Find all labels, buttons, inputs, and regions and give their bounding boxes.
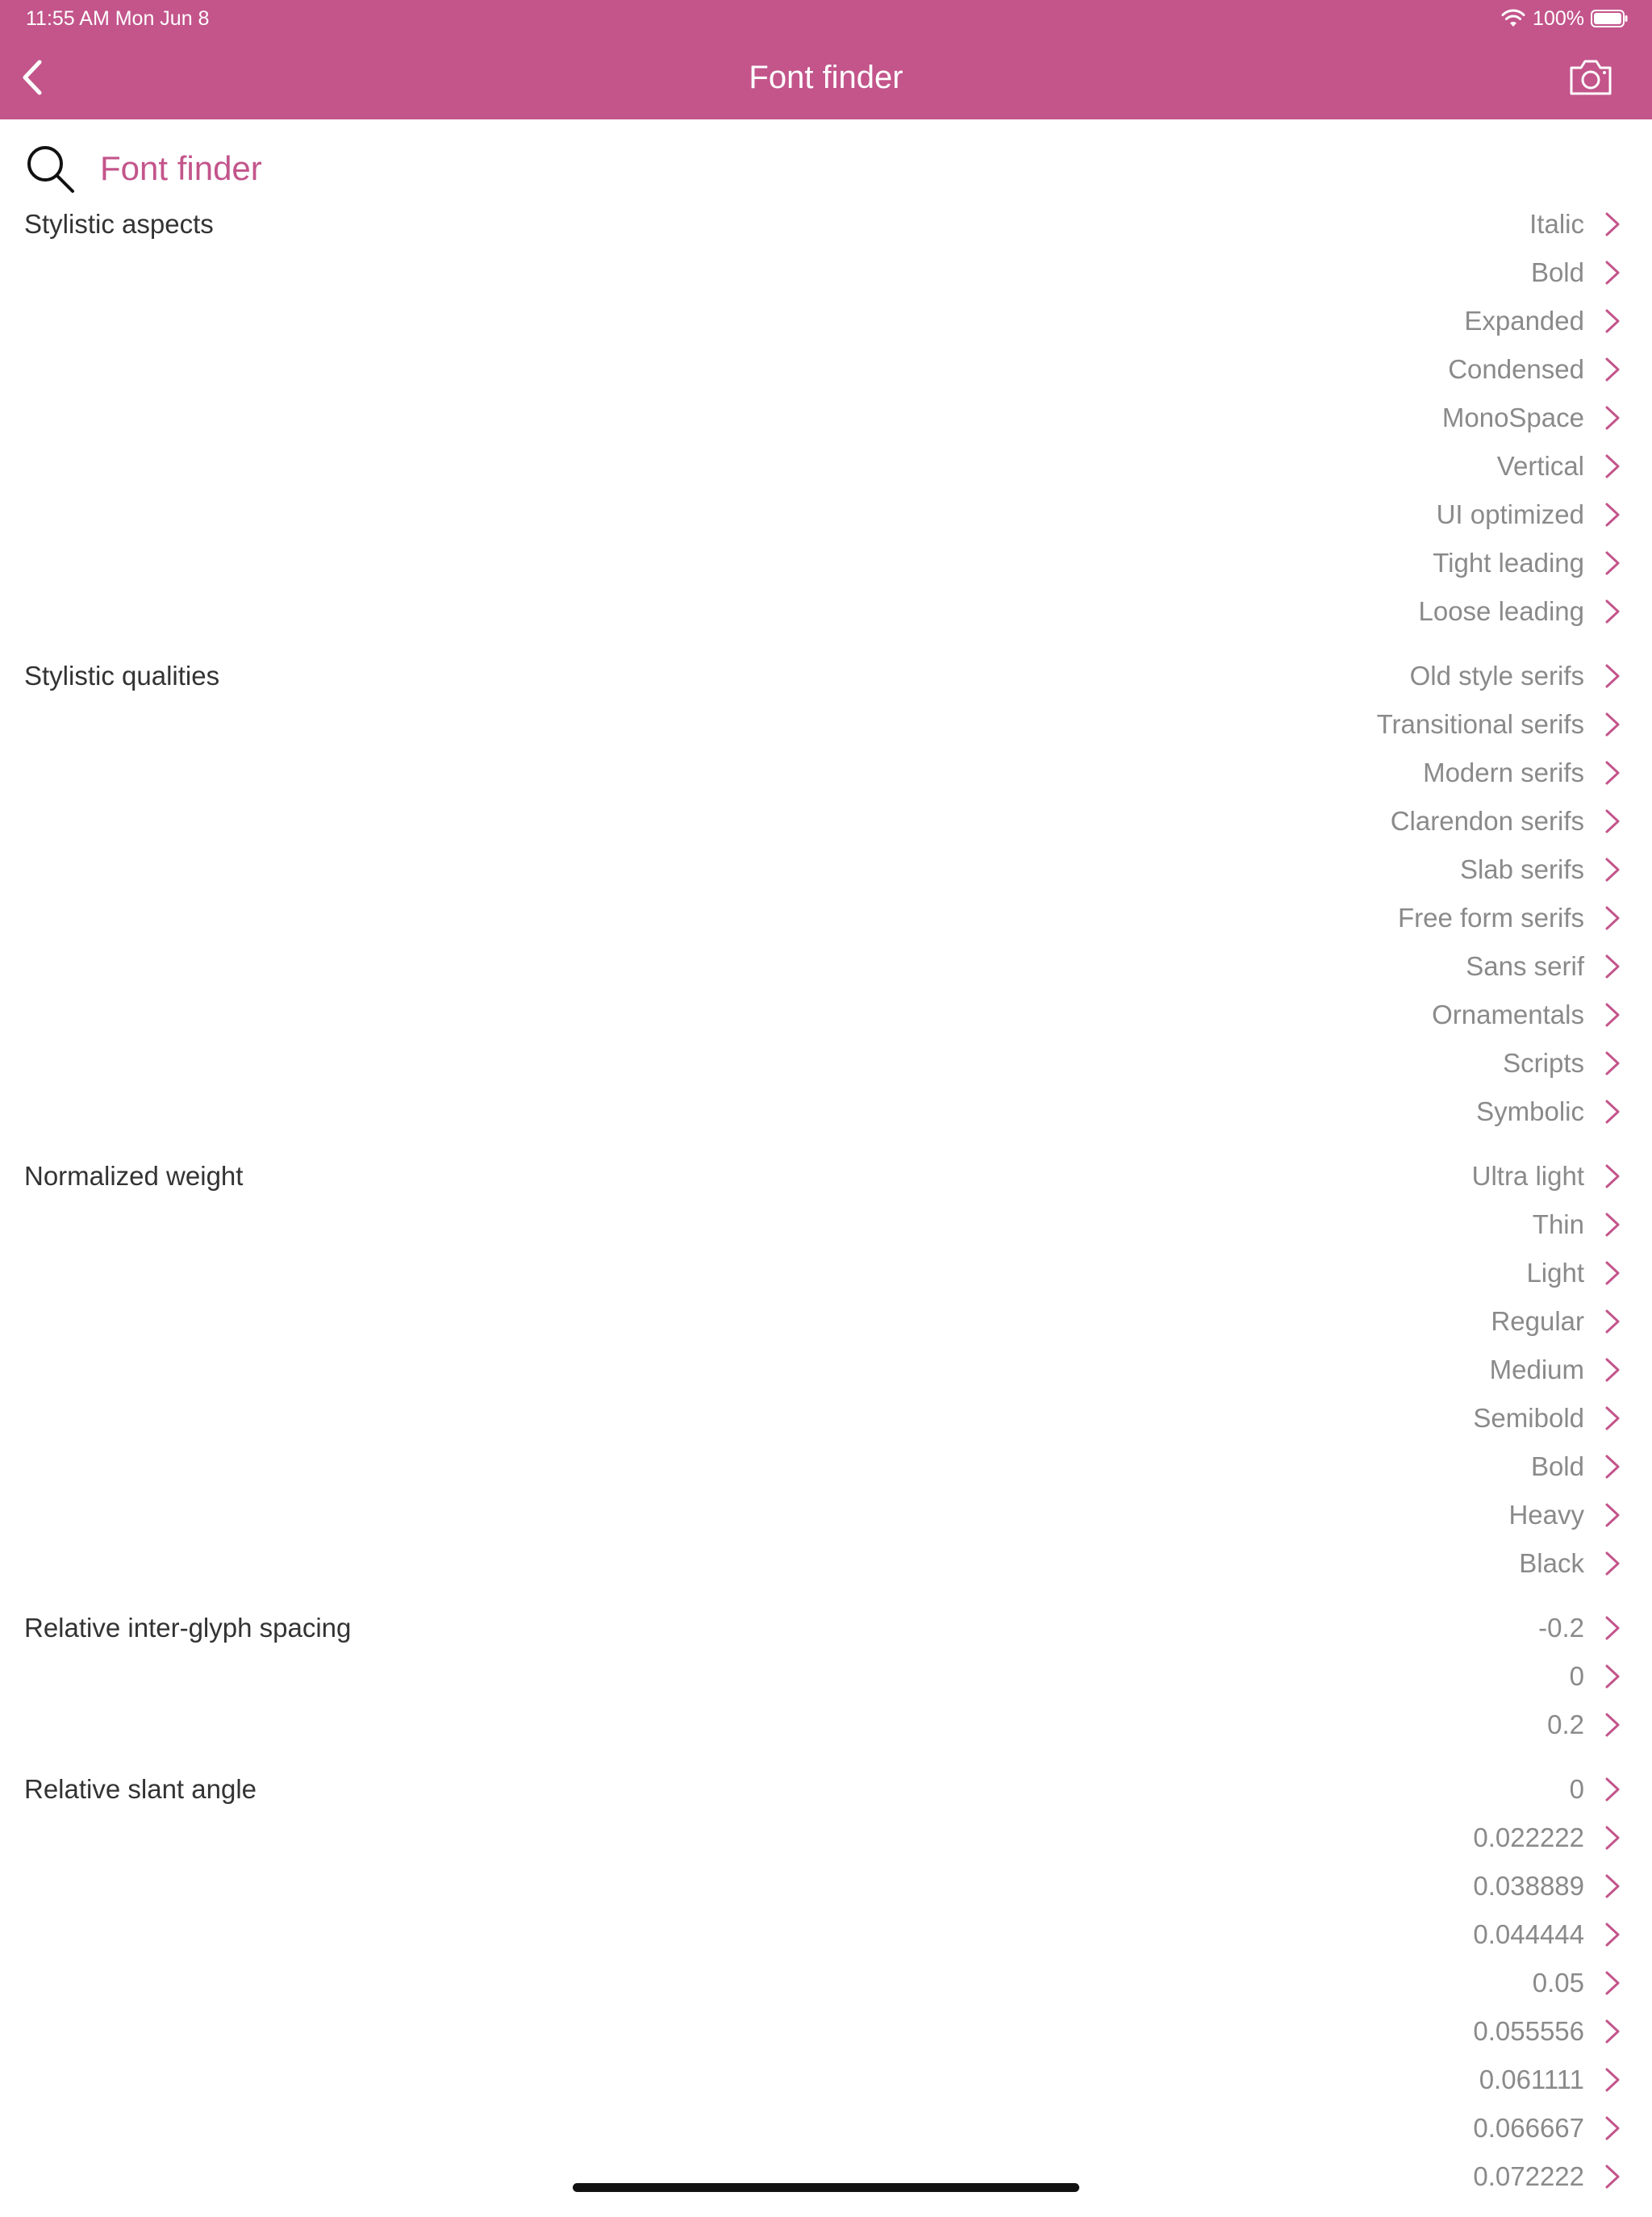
option-label: 0.055556 xyxy=(1473,2016,1584,2046)
option-label: Regular xyxy=(1491,1306,1584,1336)
top-bar xyxy=(0,0,1652,119)
chevron-right-icon xyxy=(1604,1260,1621,1286)
option-label: 0.072222 xyxy=(1473,2161,1584,2191)
chevron-right-icon xyxy=(1604,857,1621,883)
option-label: Heavy xyxy=(1508,1500,1584,1530)
section-label: Normalized weight xyxy=(24,1161,244,1191)
option-label: Clarendon serifs xyxy=(1390,806,1584,836)
option-row[interactable] xyxy=(0,442,1652,491)
chevron-right-icon xyxy=(1604,2115,1621,2141)
option-row[interactable] xyxy=(0,797,1652,845)
chevron-right-icon xyxy=(1604,1970,1621,1996)
option-label: -0.2 xyxy=(1538,1613,1584,1643)
chevron-right-icon xyxy=(1604,1163,1621,1189)
section-relative-slant-angle xyxy=(0,1765,1652,2201)
chevron-right-icon xyxy=(1604,1099,1621,1125)
option-label: Vertical xyxy=(1496,451,1584,481)
chevron-right-icon xyxy=(1604,502,1621,528)
option-row[interactable] xyxy=(0,1652,1652,1701)
option-row[interactable] xyxy=(0,1200,1652,1249)
section-relative-inter-glyph-spacing xyxy=(0,1604,1652,1749)
option-row[interactable] xyxy=(0,539,1652,587)
option-label: 0 xyxy=(1569,1661,1584,1691)
option-row[interactable] xyxy=(0,1039,1652,1088)
battery-icon xyxy=(1591,9,1628,28)
chevron-right-icon xyxy=(1604,2164,1621,2190)
chevron-right-icon xyxy=(1604,260,1621,286)
chevron-right-icon xyxy=(1604,1357,1621,1383)
option-label: Thin xyxy=(1532,1209,1584,1239)
chevron-right-icon xyxy=(1604,1309,1621,1334)
option-row[interactable] xyxy=(0,1394,1652,1443)
chevron-right-icon xyxy=(1604,357,1621,382)
option-label: Sans serif xyxy=(1466,951,1584,981)
option-label: Condensed xyxy=(1448,354,1584,384)
option-row[interactable] xyxy=(0,394,1652,442)
chevron-right-icon xyxy=(1604,453,1621,479)
option-label: Bold xyxy=(1530,257,1584,287)
chevron-right-icon xyxy=(1604,405,1621,431)
option-row[interactable] xyxy=(0,652,1652,700)
option-label: Bold xyxy=(1530,1451,1584,1481)
camera-icon[interactable] xyxy=(1568,56,1613,97)
option-label: Tight leading xyxy=(1433,548,1584,578)
option-label: Transitional serifs xyxy=(1376,709,1584,739)
option-label: 0.066667 xyxy=(1473,2113,1584,2143)
option-row[interactable] xyxy=(0,1088,1652,1136)
option-row[interactable] xyxy=(0,942,1652,991)
option-row[interactable] xyxy=(0,1959,1652,2007)
section-label: Stylistic qualities xyxy=(24,661,220,691)
wifi-icon xyxy=(1500,9,1526,28)
option-row[interactable] xyxy=(0,1862,1652,1910)
option-label: Expanded xyxy=(1464,306,1584,336)
option-row[interactable] xyxy=(0,894,1652,942)
chevron-right-icon xyxy=(1604,1664,1621,1689)
option-label: 0.2 xyxy=(1547,1710,1584,1739)
search-icon xyxy=(24,143,76,194)
section-label: Relative inter-glyph spacing xyxy=(24,1613,352,1643)
option-label: Black xyxy=(1519,1548,1584,1578)
chevron-right-icon xyxy=(1604,1454,1621,1480)
option-row[interactable] xyxy=(0,491,1652,539)
chevron-right-icon xyxy=(1604,1551,1621,1576)
filter-list xyxy=(0,200,1652,2217)
option-row[interactable] xyxy=(0,1910,1652,1959)
chevron-right-icon xyxy=(1604,712,1621,737)
chevron-right-icon xyxy=(1604,1405,1621,1431)
chevron-right-icon xyxy=(1604,1777,1621,1802)
option-label: 0.038889 xyxy=(1473,1871,1584,1901)
option-label: 0.05 xyxy=(1532,1968,1584,1998)
option-row[interactable] xyxy=(0,2056,1652,2104)
option-row[interactable] xyxy=(0,700,1652,749)
option-row[interactable] xyxy=(0,1814,1652,1862)
option-label: Free form serifs xyxy=(1397,903,1584,933)
option-row[interactable] xyxy=(0,845,1652,894)
chevron-right-icon xyxy=(1604,663,1621,689)
chevron-right-icon xyxy=(1604,550,1621,576)
option-label: Slab serifs xyxy=(1459,854,1584,884)
option-label: Old style serifs xyxy=(1409,661,1584,691)
section-stylistic-aspects xyxy=(0,200,1652,636)
option-row[interactable] xyxy=(0,1491,1652,1539)
option-row[interactable] xyxy=(0,749,1652,797)
option-label: 0 xyxy=(1569,1774,1584,1804)
option-label: 0.044444 xyxy=(1473,1919,1584,1949)
option-row[interactable] xyxy=(0,1249,1652,1297)
option-label: Medium xyxy=(1489,1355,1584,1384)
option-label: Semibold xyxy=(1473,1403,1584,1433)
option-row[interactable] xyxy=(0,200,1652,248)
page-title: Font finder xyxy=(100,149,262,187)
chevron-right-icon xyxy=(1604,905,1621,931)
status-indicators xyxy=(1500,6,1628,31)
chevron-right-icon xyxy=(1604,1873,1621,1899)
chevron-right-icon xyxy=(1604,1050,1621,1076)
section-stylistic-qualities xyxy=(0,652,1652,1136)
chevron-right-icon xyxy=(1604,211,1621,237)
chevron-right-icon xyxy=(1604,1922,1621,1948)
chevron-right-icon xyxy=(1604,808,1621,834)
chevron-right-icon xyxy=(1604,760,1621,786)
option-label: 0.022222 xyxy=(1473,1822,1584,1852)
section-normalized-weight xyxy=(0,1152,1652,1588)
chevron-right-icon xyxy=(1604,2019,1621,2044)
option-row[interactable] xyxy=(0,1346,1652,1394)
nav-title: Font finder xyxy=(749,60,903,95)
option-row[interactable] xyxy=(0,587,1652,636)
page-header xyxy=(24,139,262,198)
option-label: Ultra light xyxy=(1471,1161,1584,1191)
chevron-right-icon xyxy=(1604,1712,1621,1738)
option-row[interactable] xyxy=(0,1297,1652,1346)
chevron-right-icon xyxy=(1604,599,1621,624)
chevron-right-icon xyxy=(1604,954,1621,979)
option-label: Light xyxy=(1526,1258,1584,1288)
option-row[interactable] xyxy=(0,345,1652,394)
option-label: MonoSpace xyxy=(1441,403,1584,432)
option-row[interactable] xyxy=(0,1443,1652,1491)
option-row[interactable] xyxy=(0,2152,1652,2201)
option-row[interactable] xyxy=(0,2007,1652,2056)
chevron-right-icon xyxy=(1604,1615,1621,1641)
chevron-right-icon xyxy=(1604,1002,1621,1028)
option-label: Loose leading xyxy=(1418,596,1584,626)
chevron-right-icon xyxy=(1604,1825,1621,1851)
option-row[interactable] xyxy=(0,297,1652,345)
chevron-right-icon xyxy=(1604,308,1621,334)
home-indicator xyxy=(573,2183,1079,2192)
option-row[interactable] xyxy=(0,2104,1652,2152)
chevron-right-icon xyxy=(1604,1502,1621,1528)
battery-percentage: 100% xyxy=(1533,6,1584,30)
option-label: Modern serifs xyxy=(1423,758,1584,787)
option-label: Scripts xyxy=(1503,1048,1584,1078)
chevron-right-icon xyxy=(1604,2067,1621,2093)
status-time: 11:55 AM Mon Jun 8 xyxy=(26,7,210,30)
option-row[interactable] xyxy=(0,1152,1652,1200)
option-label: Ornamentals xyxy=(1432,1000,1584,1029)
option-row[interactable] xyxy=(0,991,1652,1039)
option-label: UI optimized xyxy=(1436,499,1584,529)
option-label: Symbolic xyxy=(1476,1096,1584,1126)
option-row[interactable] xyxy=(0,1539,1652,1588)
option-row[interactable] xyxy=(0,248,1652,297)
option-row[interactable] xyxy=(0,1701,1652,1749)
option-label: 0.061111 xyxy=(1479,2065,1584,2094)
section-label: Relative slant angle xyxy=(24,1774,257,1804)
option-label: Italic xyxy=(1529,209,1584,239)
section-label: Stylistic aspects xyxy=(24,209,214,239)
chevron-right-icon xyxy=(1604,1212,1621,1238)
